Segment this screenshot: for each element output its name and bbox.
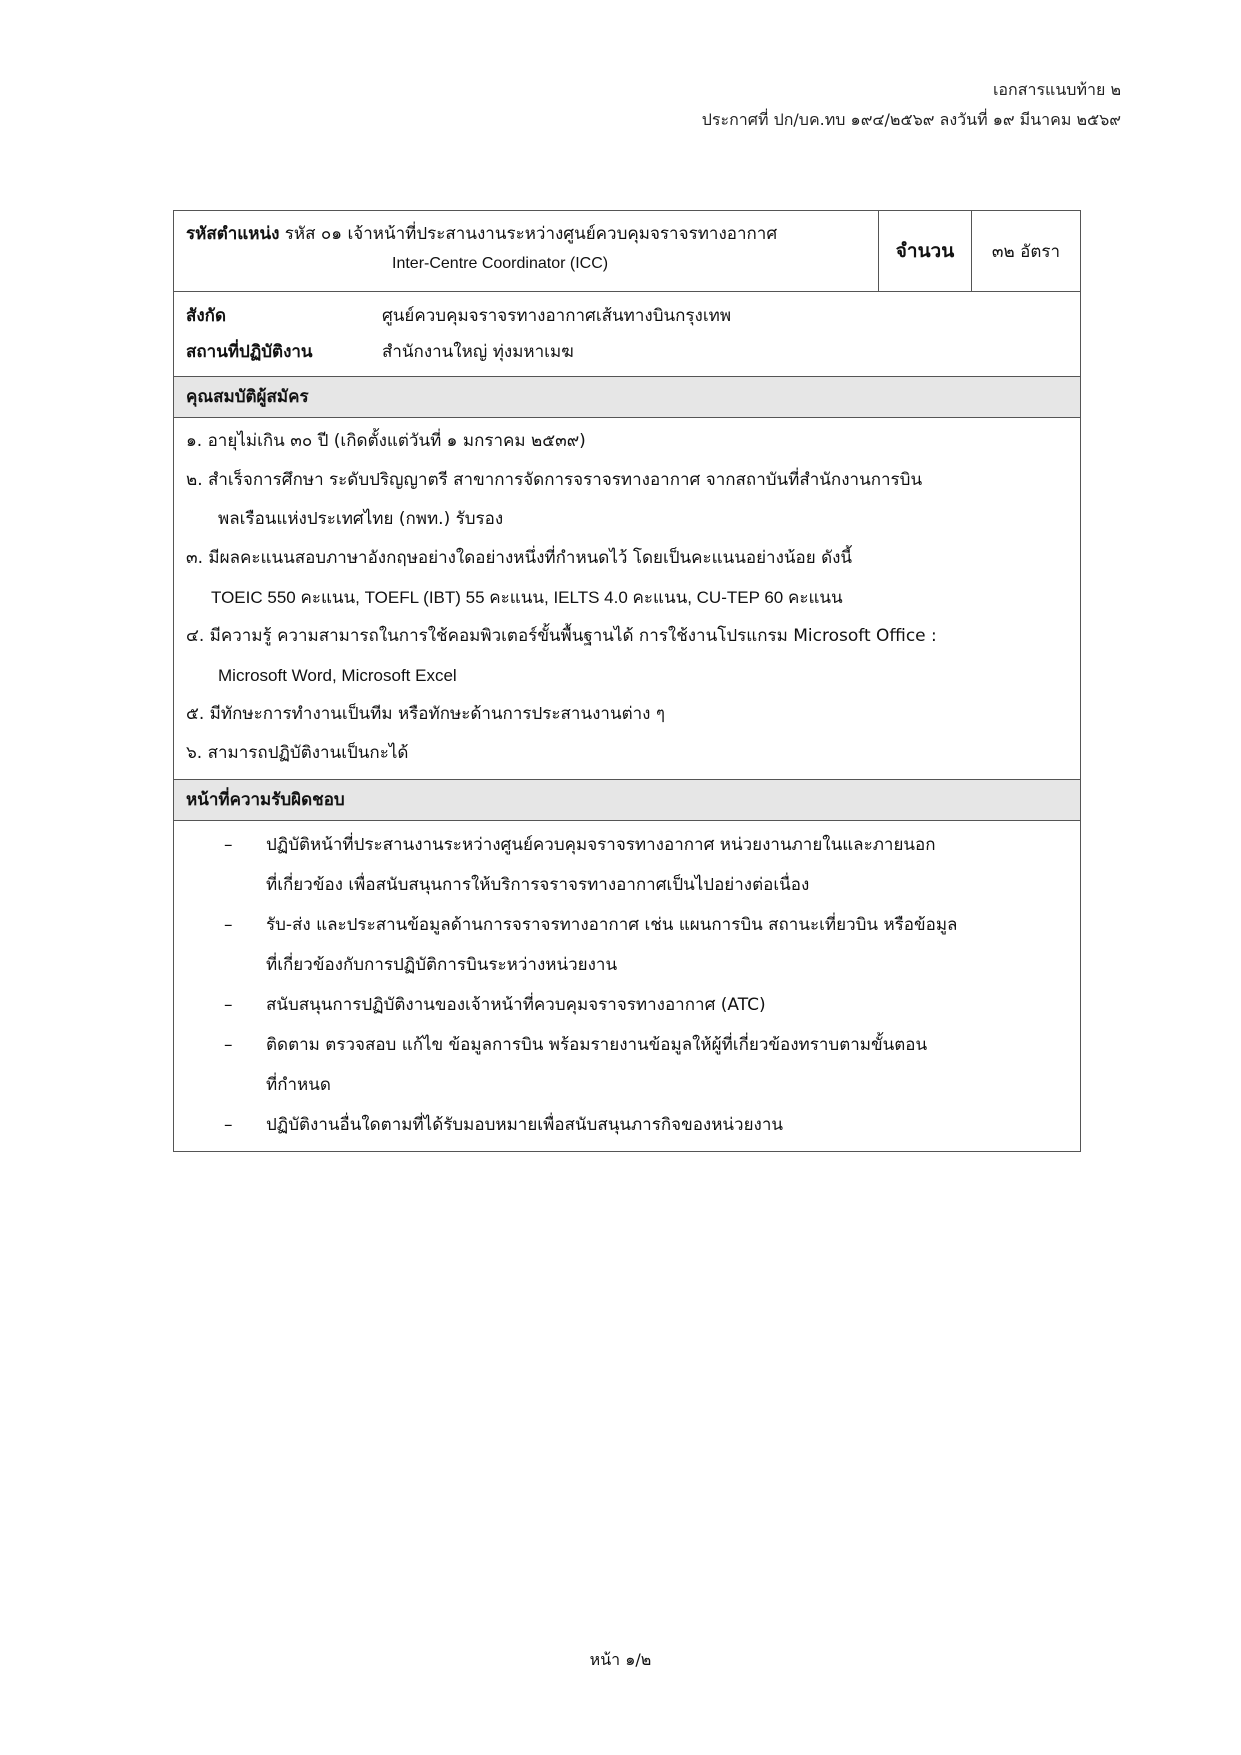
announcement-reference: ประกาศที่ ปก/บค.ทบ ๑๙๔/๒๕๖๙ ลงวันที่ ๑๙ มีนาคม ๒๕๖๙ xyxy=(701,110,1121,129)
responsibility-item xyxy=(186,1025,1068,1065)
qualification-item-continued: Microsoft Word, Microsoft Excel xyxy=(218,666,457,685)
responsibility-text: ที่เกี่ยวข้องกับการปฏิบัติการบินระหว่างหน่วยงาน xyxy=(266,955,618,975)
qualifications-heading: คุณสมบัติผู้สมัคร xyxy=(174,377,1081,418)
responsibility-text: ปฏิบัติหน้าที่ประสานงานระหว่างศูนย์ควบคุมจราจรทางอากาศ หน่วยงานภายในและภายนอก xyxy=(266,835,936,855)
responsibilities-heading: หน้าที่ความรับผิดชอบ xyxy=(174,780,1081,821)
qualifications-list xyxy=(174,418,1081,780)
bullet-dash: – xyxy=(224,1115,233,1135)
info-cell xyxy=(174,292,1081,377)
position-code-label: รหัสตำแหน่ง xyxy=(186,224,280,244)
responsibility-item xyxy=(186,825,1068,865)
qualification-item: ๓. มีผลคะแนนสอบภาษาอังกฤษอย่างใดอย่างหนึ่งที่กำหนดไว้ โดยเป็นคะแนนอย่างน้อย ดังนี้ xyxy=(186,548,853,568)
responsibility-item xyxy=(186,1105,1068,1145)
responsibility-text: ที่กำหนด xyxy=(266,1075,331,1095)
responsibility-text: รับ-ส่ง และประสานข้อมูลด้านการจราจรทางอากาศ เช่น แผนการบิน สถานะเที่ยวบิน หรือข้อมูล xyxy=(266,915,958,935)
qualification-item-continued: พลเรือนแห่งประเทศไทย (กพท.) รับรอง xyxy=(218,509,504,529)
position-row xyxy=(174,211,1081,292)
position-table xyxy=(173,210,1081,1152)
bullet-dash: – xyxy=(224,1035,233,1055)
responsibilities-list xyxy=(174,821,1081,1152)
affiliation-label: สังกัด xyxy=(186,306,227,326)
qualification-item: ๖. สามารถปฏิบัติงานเป็นกะได้ xyxy=(186,743,409,763)
responsibility-item-continued xyxy=(186,945,1068,985)
count-label: จำนวน xyxy=(879,211,972,292)
responsibility-item xyxy=(186,905,1068,945)
responsibility-text: ปฏิบัติงานอื่นใดตามที่ได้รับมอบหมายเพื่อสนับสนุนภารกิจของหน่วยงาน xyxy=(266,1115,784,1135)
bullet-dash: – xyxy=(224,915,233,935)
bullet-dash: – xyxy=(224,995,233,1015)
location-value: สำนักงานใหญ่ ทุ่งมหาเมฆ xyxy=(382,342,574,362)
info-row xyxy=(174,292,1081,377)
count-value: ๓๒ อัตรา xyxy=(972,211,1081,292)
affiliation-value: ศูนย์ควบคุมจราจรทางอากาศเส้นทางบินกรุงเทพ xyxy=(382,306,732,326)
attachment-label: เอกสารแนบท้าย ๒ xyxy=(992,80,1121,99)
location-label: สถานที่ปฏิบัติงาน xyxy=(186,342,313,362)
responsibility-text: ติดตาม ตรวจสอบ แก้ไข ข้อมูลการบิน พร้อมรายงานข้อมูลให้ผู้ที่เกี่ยวข้องทราบตามขั้นตอน xyxy=(266,1035,928,1055)
bullet-dash: – xyxy=(224,835,233,855)
position-code-text: รหัส ๐๑ เจ้าหน้าที่ประสานงานระหว่างศูนย์ควบคุมจราจรทางอากาศ xyxy=(284,224,778,244)
responsibility-text: ที่เกี่ยวข้อง เพื่อสนับสนุนการให้บริการจราจรทางอากาศเป็นไปอย่างต่อเนื่อง xyxy=(266,875,810,895)
page-number: หน้า ๑/๒ xyxy=(589,1650,652,1669)
qualification-item: ๒. สำเร็จการศึกษา ระดับปริญญาตรี สาขาการจัดการจราจรทางอากาศ จากสถาบันที่สำนักงานการบิน xyxy=(186,470,923,490)
position-english-title: Inter-Centre Coordinator (ICC) xyxy=(392,255,609,272)
position-cell xyxy=(174,211,879,292)
responsibility-item-continued xyxy=(186,865,1068,905)
responsibility-text: สนับสนุนการปฏิบัติงานของเจ้าหน้าที่ควบคุมจราจรทางอากาศ (ATC) xyxy=(266,995,766,1015)
qualification-item: ๑. อายุไม่เกิน ๓๐ ปี (เกิดตั้งแต่วันที่ ๑ มกราคม ๒๕๓๙) xyxy=(186,431,586,451)
responsibility-item xyxy=(186,985,1068,1025)
qualification-item: ๕. มีทักษะการทำงานเป็นทีม หรือทักษะด้านการประสานงานต่าง ๆ xyxy=(186,704,665,724)
qualification-item-continued: TOEIC 550 คะแนน, TOEFL (IBT) 55 คะแนน, IELTS 4.0 คะแนน, CU-TEP 60 คะแนน xyxy=(211,588,843,607)
qualification-item: ๔. มีความรู้ ความสามารถในการใช้คอมพิวเตอร์ขั้นพื้นฐานได้ การใช้งานโปรแกรม Microsoft Office : xyxy=(186,626,937,646)
responsibility-item-continued xyxy=(186,1065,1068,1105)
